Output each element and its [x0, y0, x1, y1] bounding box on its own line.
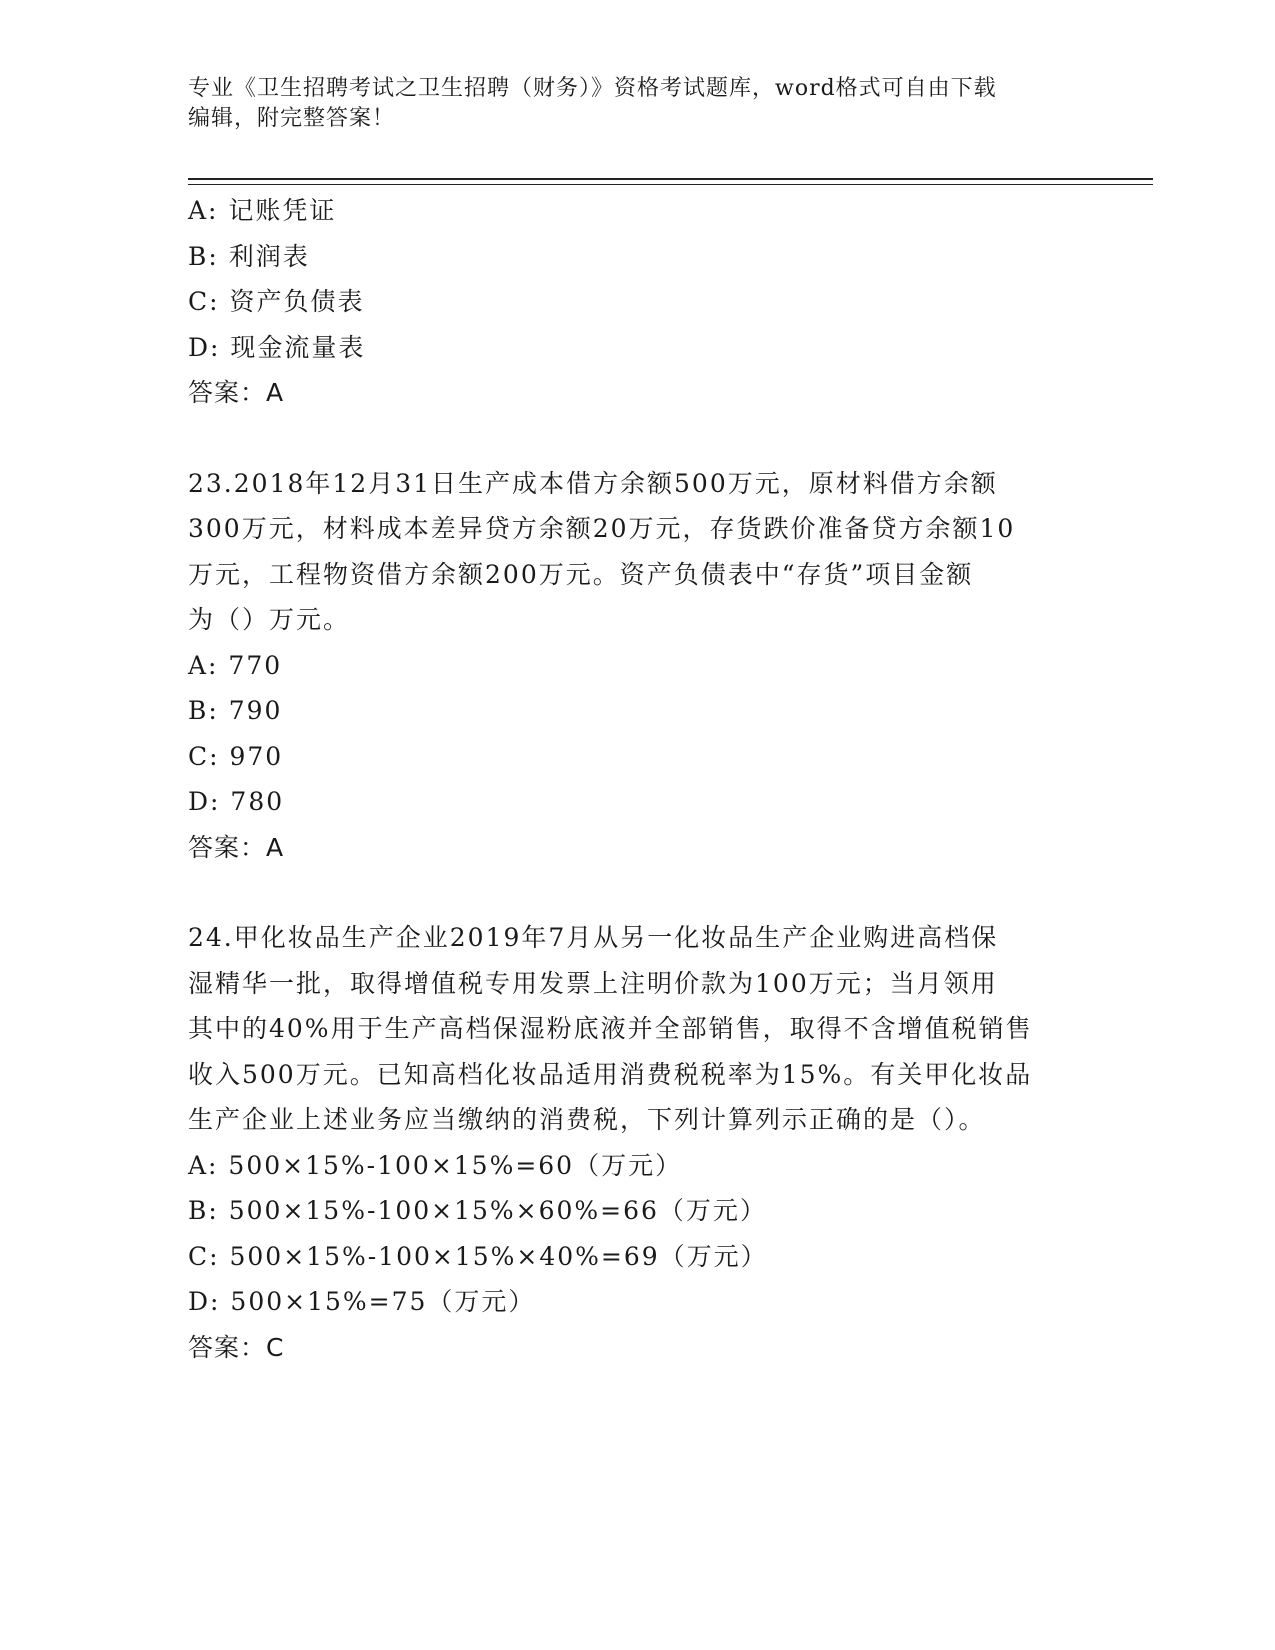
question-stem-line: 收入500万元。已知高档化妆品适用消费税税率为15%。有关甲化妆品 — [188, 1059, 1033, 1089]
spacer — [188, 870, 1088, 915]
question-stem-line: 300万元，材料成本差异贷方余额20万元，存货跌价准备贷方余额10 — [188, 514, 1016, 543]
spacer — [188, 416, 1088, 461]
question-stem-line: 为（）万元。 — [188, 605, 351, 634]
question-stem-line: 湿精华一批，取得增值税专用发票上注明价款为100万元；当月领用 — [188, 968, 998, 998]
option-b: B: 790 — [188, 696, 283, 725]
option-d: D: 500×15%=75（万元） — [188, 1287, 536, 1316]
option-b: B: 500×15%-100×15%×60%=66（万元） — [188, 1196, 767, 1225]
answer-line: 答案：A — [188, 832, 285, 862]
option-a: A: 记账凭证 — [188, 196, 337, 225]
answer-line: 答案：C — [188, 1332, 285, 1362]
question-list — [188, 188, 1088, 1370]
question-23 — [188, 461, 1088, 871]
option-d: D: 780 — [188, 787, 285, 816]
question-24 — [188, 915, 1088, 1370]
question-stem-line: 其中的40%用于生产高档保湿粉底液并全部销售，取得不含增值税销售 — [188, 1014, 1033, 1043]
header-divider-thick — [188, 178, 1153, 180]
question-stem-line: 23.2018年12月31日生产成本借方余额500万元，原材料借方余额 — [188, 468, 998, 498]
option-d: D: 现金流量表 — [188, 332, 366, 362]
question-stem-line: 24.甲化妆品生产企业2019年7月从另一化妆品生产企业购进高档保 — [188, 923, 999, 952]
option-a: A: 500×15%-100×15%=60（万元） — [188, 1150, 683, 1180]
option-c: C: 500×15%-100×15%×40%=69（万元） — [188, 1241, 768, 1271]
option-a: A: 770 — [188, 650, 283, 680]
option-c: C: 970 — [188, 741, 284, 771]
option-b: B: 利润表 — [188, 241, 310, 271]
option-c: C: 资产负债表 — [188, 287, 365, 316]
header-divider-thin — [188, 184, 1153, 185]
answer-line: 答案：A — [188, 378, 285, 407]
header-line-2: 编辑，附完整答案！ — [188, 106, 396, 131]
header-line-1: 专业《卫生招聘考试之卫生招聘（财务）》资格考试题库，word格式可自由下载 — [188, 76, 997, 101]
document-header — [188, 74, 1088, 134]
question-22 — [188, 188, 1088, 416]
question-stem-line: 万元，工程物资借方余额200万元。资产负债表中“存货”项目金额 — [188, 559, 974, 589]
question-stem-line: 生产企业上述业务应当缴纳的消费税，下列计算列示正确的是（）。 — [188, 1105, 986, 1134]
